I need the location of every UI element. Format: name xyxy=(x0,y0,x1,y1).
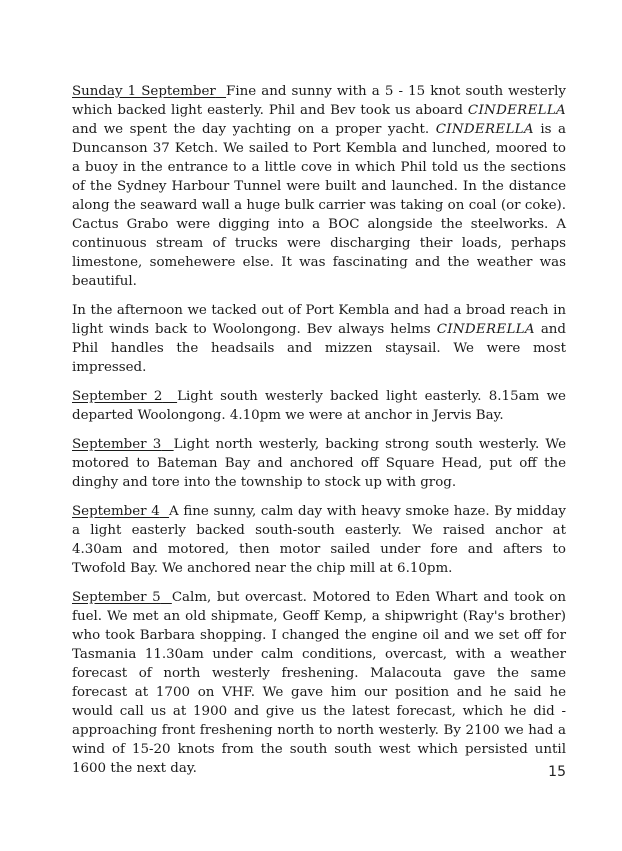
entry-text: Calm, but overcast. Motored to Eden Whart and took on fuel. We met an old shipmate, Geoff Kemp, a shipwright (Ray's brother) who took Barbara shopping. I changed the engine oil and we set off for Tasmania 11.30am under calm conditions, overcast, with a weather forecast of north westerly freshening. Malacouta gave the same forecast at 1700 on VHF. We gave him our position and he said he would call us at 1900 and give us the latest forecast, which he did - approaching front freshening north to north westerly. By 2100 we had a wind of 15-20 knots from the south south west which persisted until 1600 the next day. xyxy=(72,590,566,776)
journal-entry-afternoon xyxy=(72,301,566,377)
journal-entry-september-4 xyxy=(72,502,566,578)
entry-date: September 5 xyxy=(72,590,161,605)
boat-name: CINDERELLA xyxy=(435,122,534,137)
boat-name: CINDERELLA xyxy=(436,322,535,337)
entry-text: Light north westerly, backing strong south westerly. We motored to Bateman Bay and anchored off Square Head, put off the dinghy and tore into the township to stock up with grog. xyxy=(72,437,566,490)
journal-entry-september-3 xyxy=(72,435,566,492)
boat-name: CINDERELLA xyxy=(467,103,566,118)
entry-text: is a Duncanson 37 Ketch. We sailed to Port Kembla and lunched, moored to a buoy in the entrance to a little cove in which Phil told us the sections of the Sydney Harbour Tunnel were built and launched. In the distance along the seaward wall a huge bulk carrier was taking on coal (or coke). Cactus Grabo were digging into a BOC alongside the steelworks. A continuous stream of trucks were discharging their loads, perhaps limestone, somehewere else. It was fascinating and the weather was beautiful. xyxy=(72,122,566,289)
entry-text: A fine sunny, calm day with heavy smoke haze. By midday a light easterly backed south-south easterly. We raised anchor at 4.30am and motored, then motor sailed under fore and afters to Twofold Bay. We anchored near the chip mill at 6.10pm. xyxy=(72,504,566,576)
entry-text: and we spent the day yachting on a proper yacht. xyxy=(72,122,436,137)
journal-entries xyxy=(72,82,566,788)
page-number: 15 xyxy=(548,764,566,780)
entry-text: Light south westerly backed light easterly. 8.15am we departed Woolongong. 4.10pm we were at anchor in Jervis Bay. xyxy=(72,389,566,423)
journal-entry-september-5 xyxy=(72,588,566,778)
journal-entry-sunday-1-september xyxy=(72,82,566,291)
entry-text: and Phil handles the headsails and mizzen staysail. We were most impressed. xyxy=(72,322,567,375)
entry-date: September 4 xyxy=(72,504,160,519)
journal-entry-september-2 xyxy=(72,387,566,425)
entry-date: September 3 xyxy=(72,437,162,452)
entry-text: In the afternoon we tacked out of Port Kembla and had a broad reach in light winds back to Woolongong. Bev always helms xyxy=(72,303,566,337)
entry-date: September 2 xyxy=(72,389,163,404)
entry-text: Fine and sunny with a 5 - 15 knot south westerly which backed light easterly. Phil and Bev took us aboard xyxy=(72,84,566,118)
entry-date: Sunday 1 September xyxy=(72,84,216,99)
